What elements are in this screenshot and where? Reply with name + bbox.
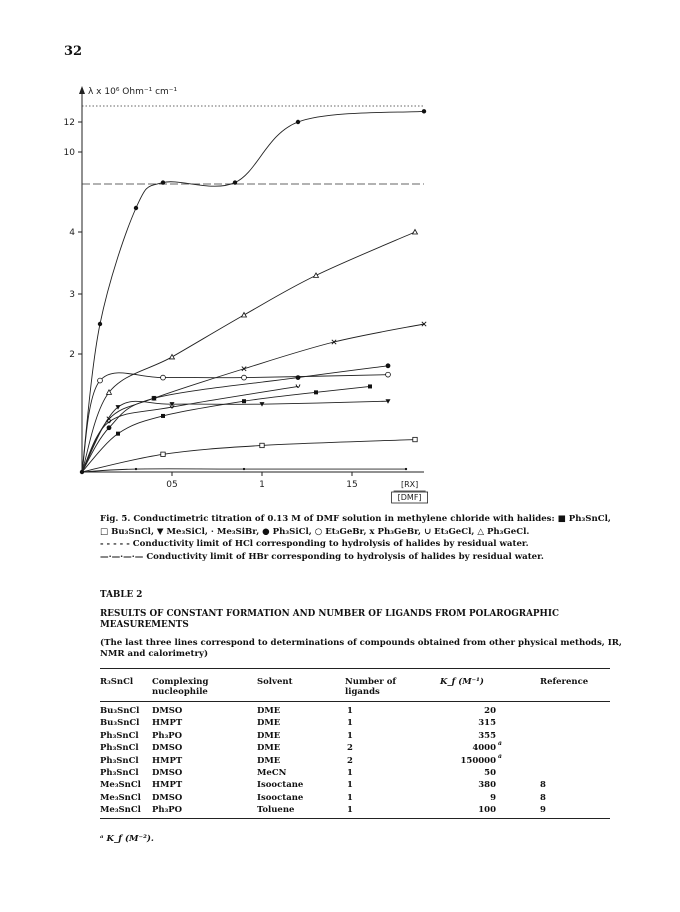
table-cell-c6: 9 (540, 805, 546, 816)
table-cell-c2: DMSO (152, 743, 183, 754)
table-label: TABLE 2 (100, 590, 143, 600)
table-cell-c1: Me₃SnCl (100, 792, 141, 803)
page-number: 32 (64, 44, 83, 59)
table-cell-c4: 1 (347, 792, 353, 803)
data-point (233, 180, 237, 184)
table-cell-c3: DME (257, 743, 281, 754)
table-cell-c1: Me₃SnCl (100, 805, 141, 816)
data-point (314, 390, 318, 394)
table-top-rule (100, 668, 610, 669)
table-cell-c5: 355 (478, 730, 496, 741)
table-cell-c1: Ph₃SnCl (100, 768, 139, 778)
y-tick-label: 10 (63, 148, 75, 158)
table-cell-c1: Ph₃SnCl (100, 730, 139, 741)
data-point (134, 206, 138, 210)
table-cell-c5: 150000 (460, 755, 496, 766)
table-cell-c3: Isooctane (257, 780, 304, 791)
table-cell-c4: 1 (347, 768, 353, 778)
data-point (413, 230, 418, 235)
x-tick-label: 1 (259, 480, 265, 490)
table-cell-c4: 1 (347, 706, 353, 716)
table-cell-c4: 1 (347, 780, 353, 791)
series-line (82, 366, 388, 472)
data-point (107, 425, 112, 430)
header-r3sncl: R₃SnCl (100, 677, 134, 687)
table-cell-c4: 1 (347, 805, 353, 816)
header-solvent: Solvent (257, 677, 293, 687)
header-nucleophile-line1: Complexing (152, 677, 209, 687)
table-cell-c5: 20 (484, 706, 496, 716)
series-line (82, 440, 415, 472)
table-cell-c5: 100 (478, 805, 496, 816)
caption-line: - - - - - Conductivity limit of HCl corresponding to hydrolysis of halides by residual water. (100, 539, 529, 550)
figure-caption (100, 513, 630, 563)
table-cell-c2: DMSO (152, 768, 183, 778)
table-cell-c2: DMSO (152, 792, 183, 803)
data-point (386, 372, 391, 377)
data-point (242, 399, 246, 403)
table-cell-c3: DME (257, 730, 281, 741)
data-point (260, 443, 264, 447)
header-ligands-line2: ligands (345, 687, 380, 697)
table-cell-c2: Ph₃PO (152, 730, 183, 741)
y-tick-label: 4 (69, 228, 75, 238)
table-note: (The last three lines correspond to determinations of compounds obtained from other physical methods, IR, NMR and calorimetry) (100, 638, 622, 659)
table-cell-c2: Ph₃PO (152, 805, 183, 816)
table-cell-c5: 4000 (472, 743, 496, 754)
header-reference: Reference (540, 677, 589, 687)
table-cell-c1: Ph₃SnCl (100, 743, 139, 754)
chart-axes (78, 86, 424, 476)
data-point (80, 470, 84, 474)
data-point (242, 313, 247, 318)
series-line (82, 232, 415, 472)
data-point (170, 354, 175, 359)
data-point (135, 468, 137, 470)
header-nucleophile-line2: nucleophile (152, 687, 208, 697)
table-cell-c4: 2 (347, 743, 353, 754)
table-title: RESULTS OF CONSTANT FORMATION AND NUMBER OF LIGANDS FROM POLAROGRAPHIC MEASUREMENTS (100, 609, 559, 630)
x-axis-label-denominator: [DMF] (397, 493, 422, 502)
header-kf: K_f (M⁻¹) (440, 677, 484, 687)
table-cell-c3: DME (257, 706, 281, 716)
caption-line: —·—·—·— Conductivity limit of HBr corresponding to hydrolysis of halides by residual water. (100, 551, 544, 562)
y-tick-label: 12 (63, 118, 75, 128)
data-point (405, 468, 407, 470)
caption-line: □ Bu₃SnCl, ▼ Me₃SiCl, · Me₃SiBr, ● Ph₃SiCl, ○ Et₃GeBr, x Ph₃GeBr, ∪ Et₃GeCl, △ Ph₃GeCl. (100, 526, 530, 537)
series-line (82, 386, 370, 472)
data-point (161, 375, 166, 380)
x-tick-label: 15 (346, 480, 358, 490)
conductimetric-titration-chart (58, 72, 438, 512)
data-point (422, 109, 426, 113)
data-point (314, 273, 319, 278)
header-nucleophile (152, 677, 208, 697)
table-cell-c3: DME (257, 718, 281, 729)
data-point (413, 437, 417, 441)
data-point (161, 414, 165, 418)
series-line (82, 324, 424, 472)
table-cell-c5: 50 (484, 768, 496, 778)
y-tick-label: 2 (69, 350, 75, 360)
data-point (161, 180, 165, 184)
table-cell-c2: DMSO (152, 706, 183, 716)
data-point (242, 375, 247, 380)
table-cell-c3: MeCN (257, 768, 287, 778)
data-point (296, 120, 300, 124)
x-tick-label: 05 (166, 480, 178, 490)
series-curves (82, 111, 424, 472)
table-header-rule (100, 701, 610, 702)
series-markers (80, 109, 426, 474)
table-bottom-rule (100, 818, 610, 819)
table-cell-c2: HMPT (152, 718, 183, 729)
table-cell-c5: 9 (490, 792, 496, 803)
series-line (82, 386, 298, 472)
header-ligands (345, 677, 396, 697)
reference-lines (82, 106, 424, 184)
table-cell-c2: HMPT (152, 755, 183, 766)
table-cell-c3: Toluene (257, 805, 295, 816)
data-point (161, 452, 165, 456)
data-point (242, 367, 246, 371)
data-point (386, 363, 391, 368)
table-cell-c1: Bu₃SnCl (100, 718, 140, 729)
series-line (82, 111, 424, 472)
data-point (243, 468, 245, 470)
table-cell-c4: 1 (347, 730, 353, 741)
kf-footnote-marker: a (498, 752, 502, 760)
x-axis-label-numerator: [RX] (400, 480, 419, 489)
data-point (98, 322, 102, 326)
table-cell-c6: 8 (540, 792, 546, 803)
header-ligands-line1: Number of (345, 677, 397, 687)
table-cell-c5: 380 (478, 780, 496, 791)
table-cell-c4: 2 (347, 755, 353, 766)
table-cell-c6: 8 (540, 780, 546, 791)
table-cell-c3: Isooctane (257, 792, 304, 803)
table-cell-c2: HMPT (152, 780, 183, 791)
caption-line: Fig. 5. Conductimetric titration of 0.13 M of DMF solution in methylene chloride with halides: ■ Ph₃SnCl, (100, 514, 611, 524)
table-cell-c5: 315 (478, 718, 496, 729)
table-cell-c1: Me₃SnCl (100, 780, 141, 791)
data-point (368, 384, 372, 388)
y-tick-label: 3 (69, 290, 75, 300)
table-cell-c3: DME (257, 755, 281, 766)
y-axis-arrow (79, 86, 85, 94)
table-cell-c1: Bu₃SnCl (100, 706, 140, 716)
kf-footnote-marker: a (498, 740, 502, 748)
table-cell-c1: Ph₃SnCl (100, 755, 139, 766)
table-footnote: ᵃ K_f (M⁻²). (100, 834, 154, 844)
data-point (116, 432, 120, 436)
y-axis-label: λ x 10⁶ Ohm⁻¹ cm⁻¹ (88, 87, 178, 97)
series-line (82, 373, 388, 472)
data-point (296, 375, 301, 380)
data-point (98, 378, 103, 383)
table-cell-c4: 1 (347, 718, 353, 729)
